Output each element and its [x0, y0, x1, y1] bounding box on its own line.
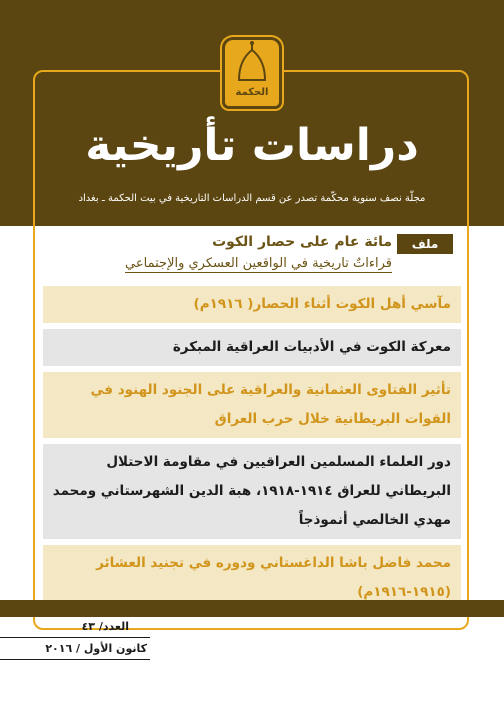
article-item: محمد فاضل باشا الداغستاني ودوره في تجنيد العشائر (١٩١٥-١٩١٦م) [43, 545, 461, 611]
article-item: تأثير الفتاوى العثمانية والعراقية على الجنود الهنود في القوات البريطانية خلال حرب العراق [43, 372, 461, 438]
article-list [43, 286, 461, 617]
logo [225, 40, 279, 106]
footer-band [0, 600, 504, 617]
article-item: معركة الكوت في الأدبيات العراقية المبكرة [43, 329, 461, 366]
logo-text: الحكمة [235, 87, 269, 98]
journal-title: دراسات تأريخية [85, 120, 419, 171]
divider [0, 659, 150, 660]
issue-number: العدد/ ٤٣ [81, 620, 129, 633]
divider [0, 637, 150, 638]
dossier-label: ملف العدد [397, 234, 453, 254]
article-item: مآسي أهل الكوت أثناء الحصار( ١٩١٦م) [43, 286, 461, 323]
dossier-title: مائة عام على حصار الكوت [212, 234, 392, 250]
article-item: دور العلماء المسلمين العراقيين في مقاومة الاحتلال البريطاني للعراق ١٩١٤-١٩١٨، هبة الدين الشهرستاني ومحمد مهدي الخالصي أنموذجاً [43, 444, 461, 539]
issue-date: كانون الأول / ٢٠١٦ [45, 642, 147, 655]
journal-subtitle: مجلّة نصف سنوية محكّمة تصدر عن قسم الدراسات التاريخية في بيت الحكمة ـ بغداد [78, 193, 426, 204]
dossier-subtitle: قراءاتٌ تاريخية في الواقعين العسكري والإجتماعي [125, 256, 392, 271]
